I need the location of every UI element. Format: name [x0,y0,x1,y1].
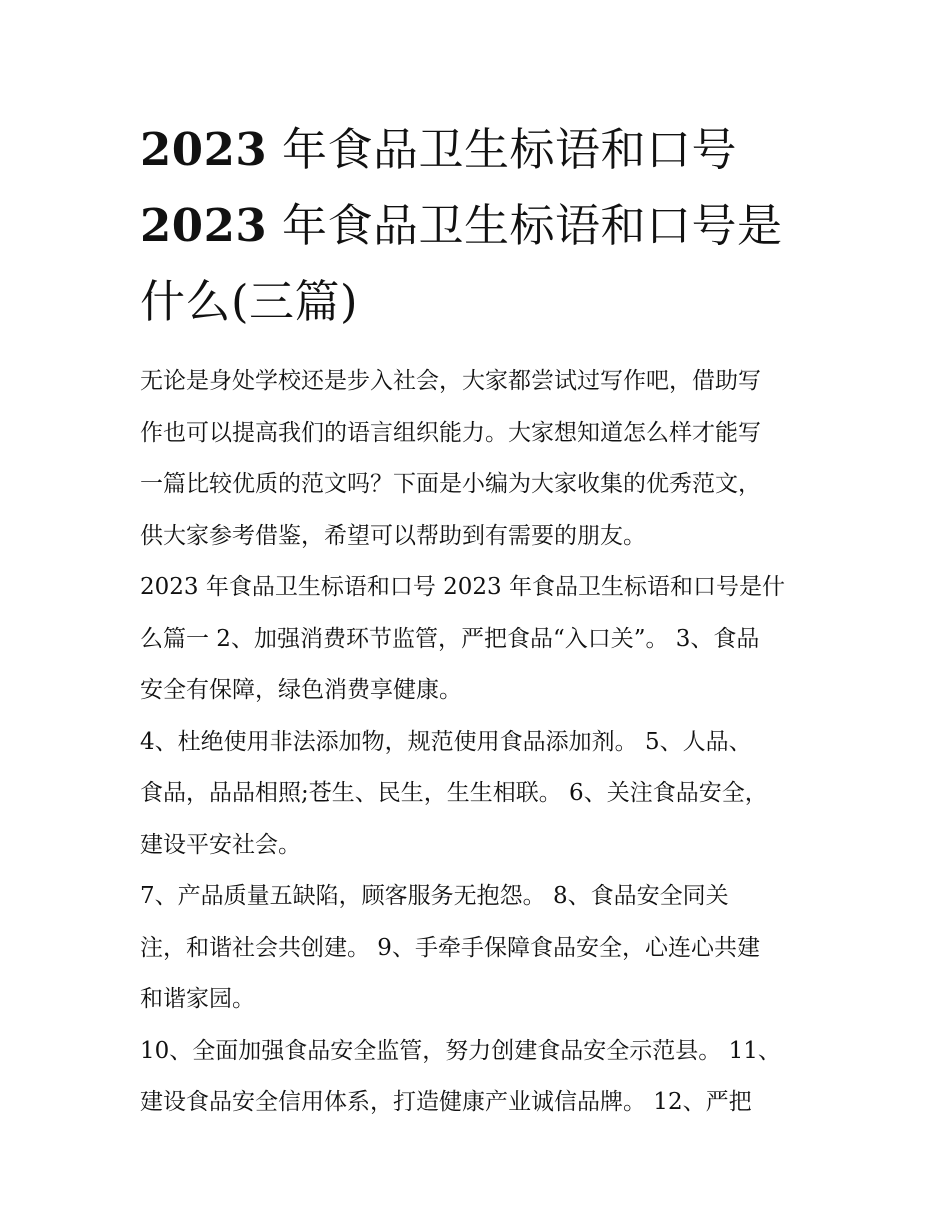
intro-paragraph [140,356,815,562]
text-line: 无论是身处学校还是步入社会，大家都尝试过写作吧，借助写 [140,368,761,394]
title-text: 年食品卫生标语和口号 [267,123,738,176]
text-line: 4、杜绝使用非法添加物，规范使用食品添加剂。 5、人品、 [140,728,752,755]
text-line: 建设食品安全信用体系，打造健康产业诚信品牌。 12、严把 [140,1089,752,1115]
text-line: 食品，品品相照;苍生、民生，生生相联。 6、关注食品安全， [140,780,768,806]
slogan-paragraph [140,871,815,1026]
title-text: 年食品卫生标语和口号是 [267,199,783,252]
title-year: 2023 [140,123,268,176]
document-title [140,112,815,340]
slogan-paragraph [140,1026,815,1129]
text-line: 10、全面加强食品安全监管，努力创建食品安全示范县。 11、 [140,1037,781,1064]
title-text: 什么(三篇) [140,275,359,328]
text-line: 建设平安社会。 [140,831,301,858]
slogan-paragraph [140,717,815,872]
document-content [140,112,815,1129]
document-body [140,356,815,1129]
slogan-paragraph [140,562,815,717]
text-line: 2023 年食品卫生标语和口号 2023 年食品卫生标语和口号是什 [140,574,785,600]
title-line [140,112,815,188]
text-line: 7、产品质量五缺陷，顾客服务无抱怨。 8、食品安全同关 [140,883,729,909]
text-line: 和谐家园。 [140,986,255,1012]
text-line: 注，和谐社会共创建。 9、手牵手保障食品安全，心连心共建 [140,934,760,961]
text-line: 一篇比较优质的范文吗？下面是小编为大家收集的优秀范文， [140,471,761,497]
title-line [140,188,815,264]
title-year: 2023 [140,199,268,252]
title-line [140,264,815,340]
text-line: 供大家参考借鉴，希望可以帮助到有需要的朋友。 [140,522,646,549]
text-line: 么篇一 2、加强消费环节监管，严把食品“入口关”。 3、食品 [140,625,760,652]
text-line: 安全有保障，绿色消费享健康。 [140,677,462,703]
text-line: 作也可以提高我们的语言组织能力。大家想知道怎么样才能写 [140,419,761,446]
